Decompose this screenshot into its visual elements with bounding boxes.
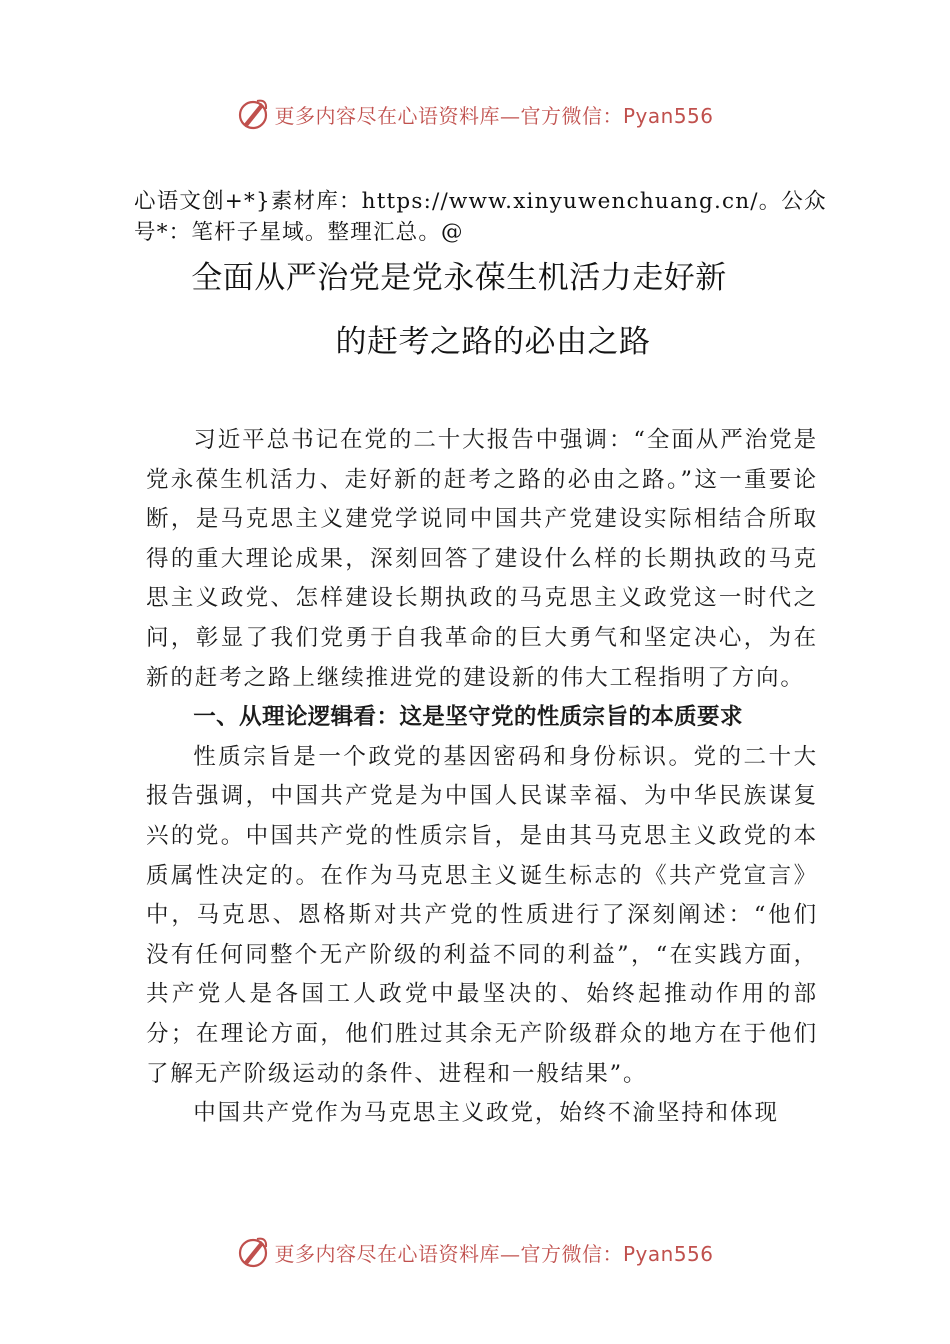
footer-banner <box>0 1230 950 1274</box>
quill-seal-icon <box>236 97 270 131</box>
section-heading: 一、从理论逻辑看：这是坚守党的性质宗旨的本质要求 <box>193 704 743 731</box>
source-note: 心语文创+*}素材库：https://www.xinyuwenchuang.cn/。公众号*：笔杆子星域。整理汇总。@ <box>134 189 827 245</box>
banner-text: 更多内容尽在心语资料库—官方微信：Pyan556 <box>274 103 714 128</box>
article-body <box>146 421 818 1134</box>
paragraph: 习近平总书记在党的二十大报告中强调：“全面从严治党是党永葆生机活力、走好新的赶考之路的必由之路。”这一重要论断，是马克思主义建党学说同中国共产党建设实际相结合所取得的重大理论成果，深刻回答了建设什么样的长期执政的马克思主义政党、怎样建设长期执政的马克思主义政党这一时代之问，彰显了我们党勇于自我革命的巨大勇气和坚定决心，为在新的赶考之路上继续推进党的建设新的伟大工程指明了方向。 <box>146 427 818 691</box>
document-title-line-1: 全面从严治党是党永葆生机活力走好新 <box>191 260 727 296</box>
document-title-line-2: 的赶考之路的必由之路 <box>335 324 651 360</box>
paragraph: 中国共产党作为马克思主义政党，始终不渝坚持和体现 <box>193 1100 779 1127</box>
header-banner <box>0 92 950 136</box>
paragraph: 性质宗旨是一个政党的基因密码和身份标识。党的二十大报告强调，中国共产党是为中国人民谋幸福、为中华民族谋复兴的党。中国共产党的性质宗旨，是由其马克思主义政党的本质属性决定的。在作为马克思主义诞生标志的《共产党宣言》中，马克思、恩格斯对共产党的性质进行了深刻阐述：“他们没有任何同整个无产阶级的利益不同的利益”，“在实践方面，共产党人是各国工人政党中最坚决的、始终起推动作用的部分；在理论方面，他们胜过其余无产阶级群众的地方在于他们了解无产阶级运动的条件、进程和一般结果”。 <box>146 743 818 1087</box>
banner-text: 更多内容尽在心语资料库—官方微信：Pyan556 <box>274 1241 714 1266</box>
quill-seal-icon <box>236 1235 270 1269</box>
